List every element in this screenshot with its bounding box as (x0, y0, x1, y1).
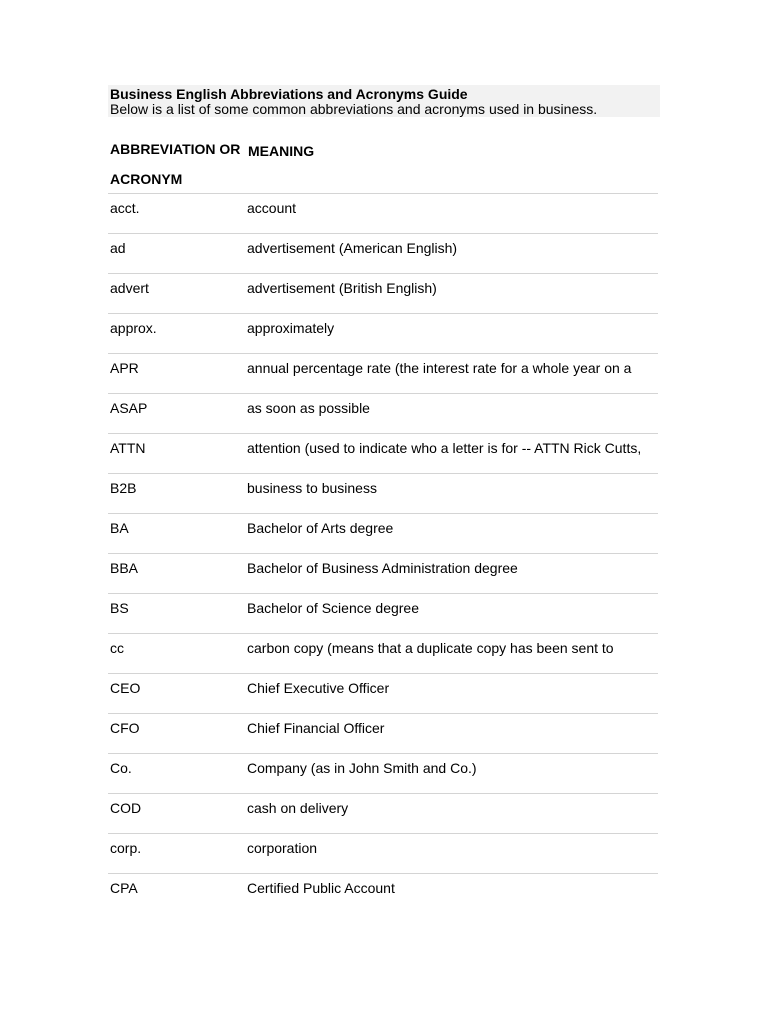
table-row (108, 233, 658, 273)
abbreviation-cell: cc (110, 640, 124, 656)
table-row (108, 673, 658, 713)
meaning-cell: Certified Public Account (247, 880, 395, 896)
meaning-cell: Bachelor of Business Administration degree (247, 560, 518, 576)
meaning-cell: Chief Financial Officer (247, 720, 385, 736)
column-header-meaning: MEANING (248, 143, 315, 159)
abbreviation-cell: ASAP (110, 400, 148, 416)
meaning-cell: annual percentage rate (the interest rate for a whole year on a (247, 360, 632, 376)
column-header-acronym: ACRONYM (110, 171, 183, 187)
meaning-cell: attention (used to indicate who a letter is for -- ATTN Rick Cutts, (247, 440, 642, 456)
meaning-cell: carbon copy (means that a duplicate copy has been sent to (247, 640, 614, 656)
table-row (108, 193, 658, 233)
abbreviation-cell: acct. (110, 200, 140, 216)
table-row (108, 633, 658, 673)
meaning-cell: advertisement (British English) (247, 280, 437, 296)
table-row (108, 353, 658, 393)
abbreviation-cell: COD (110, 800, 142, 816)
table-row (108, 393, 658, 433)
abbreviation-cell: advert (110, 280, 149, 296)
meaning-cell: Bachelor of Arts degree (247, 520, 394, 536)
document-header (108, 85, 660, 117)
column-header-abbreviation: ABBREVIATION OR (110, 141, 241, 157)
abbreviation-cell: BS (110, 600, 129, 616)
meaning-cell: account (247, 200, 297, 216)
abbreviation-cell: APR (110, 360, 139, 376)
table-row (108, 473, 658, 513)
meaning-cell: advertisement (American English) (247, 240, 458, 256)
document-title: Business English Abbreviations and Acronyms Guide (110, 86, 468, 102)
abbreviation-cell: ATTN (110, 440, 146, 456)
table-row (108, 793, 658, 833)
table-row (108, 313, 658, 353)
meaning-cell: corporation (247, 840, 318, 856)
abbreviation-table (108, 193, 658, 913)
abbreviation-cell: CEO (110, 680, 141, 696)
meaning-cell: business to business (247, 480, 377, 496)
table-row (108, 273, 658, 313)
abbreviation-cell: BBA (110, 560, 139, 576)
table-row (108, 513, 658, 553)
abbreviation-cell: B2B (110, 480, 137, 496)
abbreviation-cell: CPA (110, 880, 138, 896)
meaning-cell: as soon as possible (247, 400, 370, 416)
meaning-cell: cash on delivery (247, 800, 349, 816)
meaning-cell: Company (as in John Smith and Co.) (247, 760, 477, 776)
table-row (108, 753, 658, 793)
table-row (108, 873, 658, 913)
table-row (108, 593, 658, 633)
abbreviation-cell: ad (110, 240, 126, 256)
meaning-cell: Bachelor of Science degree (247, 600, 419, 616)
meaning-cell: Chief Executive Officer (247, 680, 390, 696)
abbreviation-cell: corp. (110, 840, 142, 856)
document-subtitle: Below is a list of some common abbreviations and acronyms used in business. (110, 101, 598, 117)
abbreviation-cell: CFO (110, 720, 140, 736)
table-row (108, 833, 658, 873)
table-row (108, 553, 658, 593)
abbreviation-cell: approx. (110, 320, 157, 336)
table-row (108, 433, 658, 473)
meaning-cell: approximately (247, 320, 335, 336)
abbreviation-cell: BA (110, 520, 129, 536)
table-row (108, 713, 658, 753)
abbreviation-cell: Co. (110, 760, 132, 776)
